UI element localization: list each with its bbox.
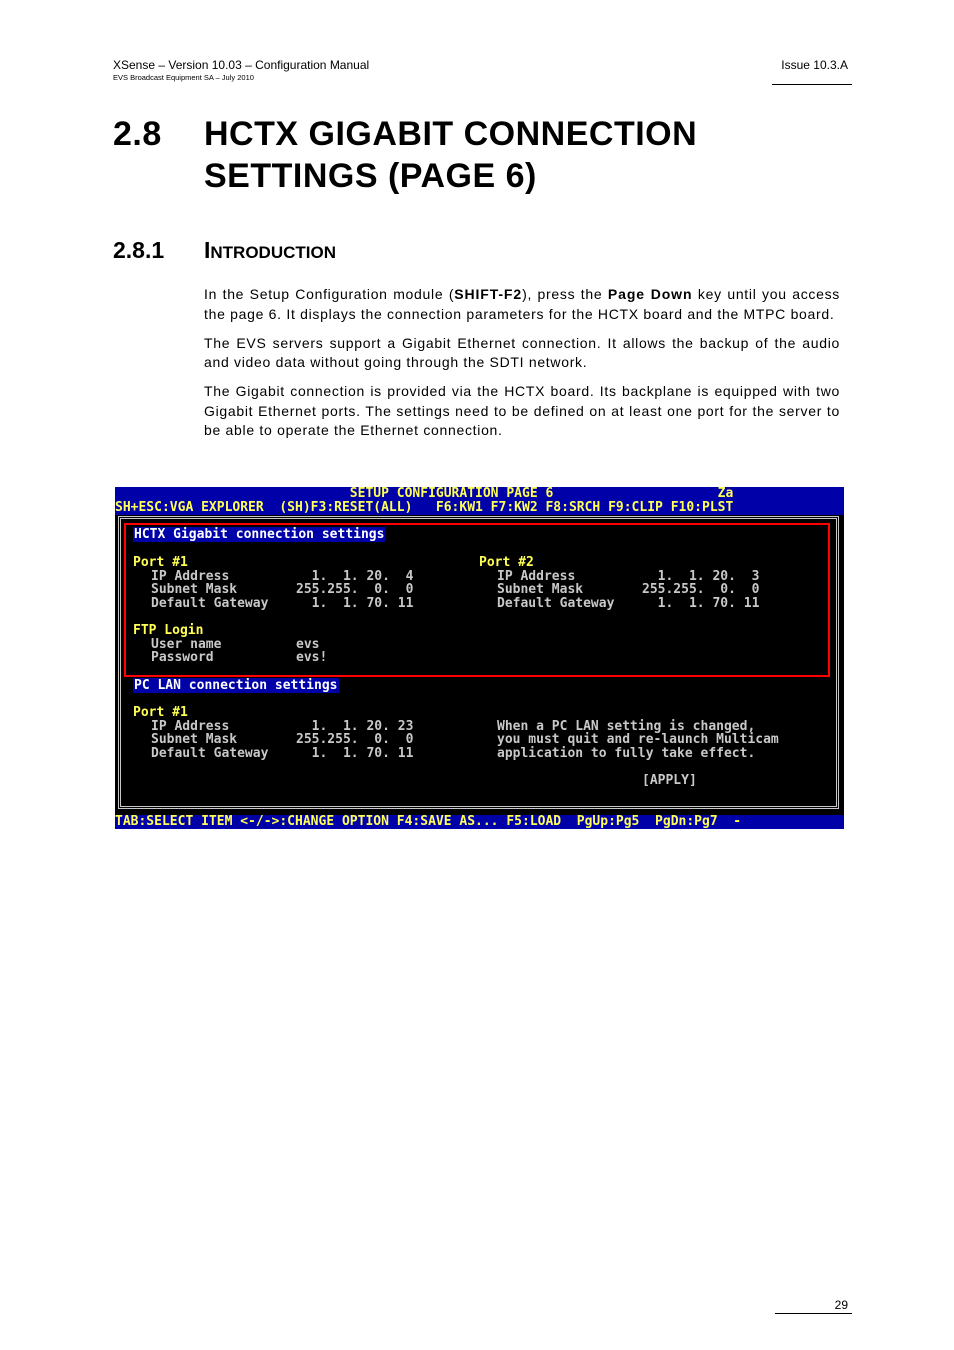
issue-label: Issue 10.3.A <box>781 58 848 72</box>
pc-mask-label: Subnet Mask <box>151 732 238 747</box>
paragraph-1 <box>204 285 840 324</box>
hctx-heading <box>133 528 385 542</box>
subsection-title-initial: I <box>204 237 211 263</box>
port2-mask-value[interactable]: 255.255. 0. 0 <box>642 582 760 597</box>
note-line-2: you must quit and re-launch Multicam <box>497 732 779 747</box>
note-line-1: When a PC LAN setting is changed, <box>497 719 756 734</box>
port1-ip-label: IP Address <box>151 569 230 584</box>
pc-ip-label: IP Address <box>151 719 230 734</box>
company-line: EVS Broadcast Equipment SA – July 2010 <box>113 73 254 82</box>
pc-port1-label: Port #1 <box>133 705 188 720</box>
pclan-heading-text: PC LAN connection settings <box>134 678 338 693</box>
port2-gateway-value[interactable]: 1. 1. 70. 11 <box>642 596 760 611</box>
subsection-number: 2.8.1 <box>113 237 165 263</box>
page-number: 29 <box>834 1298 848 1312</box>
paragraph-2: The EVS servers support a Gigabit Ethernet connection. It allows the backup of the audio and video data without going through the SDTI network. <box>204 334 840 370</box>
hctx-heading-text: HCTX Gigabit connection settings <box>134 527 385 542</box>
section-title: HCTX GIGABIT CONNECTION SETTINGS (PAGE 6) <box>204 115 698 195</box>
manual-title: XSense – Version 10.03 – Configuration Manual <box>113 58 370 72</box>
running-header <box>113 58 369 82</box>
port1-gateway-label: Default Gateway <box>151 596 269 611</box>
port1-mask-label: Subnet Mask <box>151 582 238 597</box>
paragraph-3: The Gigabit connection is provided via the HCTX board. Its backplane is equipped with two Gigabit Ethernet ports. The settings need to be defined on at least one port for the server to be able to operate the Ethernet connection. <box>204 383 840 438</box>
screen-menu-bar: SH+ESC:VGA EXPLORER (SH)F3:RESET(ALL) F6:KW1 F7:KW2 F8:SRCH F9:CLIP F10:PLST <box>115 501 844 515</box>
port1-ip-value[interactable]: 1. 1. 20. 4 <box>296 569 414 584</box>
subsection-title-rest: NTRODUCTION <box>210 243 336 262</box>
screen-status-bar: TAB:SELECT ITEM <-/->:CHANGE OPTION F4:SAVE AS... F5:LOAD PgUp:Pg5 PgDn:Pg7 - <box>115 815 844 829</box>
screen-title-bar: SETUP CONFIGURATION PAGE 6 Za <box>115 487 844 501</box>
ftp-login-label: FTP Login <box>133 623 204 638</box>
port2-label: Port #2 <box>479 555 534 570</box>
body-text <box>204 285 840 450</box>
setup-configuration-screenshot <box>115 487 844 829</box>
apply-button[interactable]: [APPLY] <box>642 773 697 788</box>
page-down-key: Page Down <box>607 286 693 302</box>
footer-rule <box>775 1313 852 1314</box>
pc-ip-value[interactable]: 1. 1. 20. 23 <box>296 719 414 734</box>
note-line-3: application to fully take effect. <box>497 746 756 761</box>
subsection-title <box>204 235 336 268</box>
ftp-password-value[interactable]: evs! <box>296 650 328 665</box>
shift-f2-key: SHIFT-F2 <box>454 286 523 302</box>
pc-gateway-value[interactable]: 1. 1. 70. 11 <box>296 746 414 761</box>
port2-ip-label: IP Address <box>497 569 576 584</box>
pc-mask-value[interactable]: 255.255. 0. 0 <box>296 732 414 747</box>
port1-mask-value[interactable]: 255.255. 0. 0 <box>296 582 414 597</box>
pclan-heading <box>133 679 339 693</box>
p1-text-b: ), press the <box>522 286 608 302</box>
ftp-user-label: User name <box>151 637 222 652</box>
p1-text-c: key until you access the page 6. It displays the connection parameters for the HCTX board and the MTPC board. <box>204 286 841 322</box>
port2-ip-value[interactable]: 1. 1. 20. 3 <box>642 569 760 584</box>
port1-label: Port #1 <box>133 555 188 570</box>
ftp-user-value[interactable]: evs <box>296 637 320 652</box>
section-number: 2.8 <box>113 115 162 153</box>
header-rule <box>772 84 852 85</box>
port1-gateway-value[interactable]: 1. 1. 70. 11 <box>296 596 414 611</box>
port2-mask-label: Subnet Mask <box>497 582 584 597</box>
p1-text-a: In the Setup Configuration module ( <box>204 286 455 302</box>
port2-gateway-label: Default Gateway <box>497 596 615 611</box>
pc-gateway-label: Default Gateway <box>151 746 269 761</box>
ftp-password-label: Password <box>151 650 214 665</box>
